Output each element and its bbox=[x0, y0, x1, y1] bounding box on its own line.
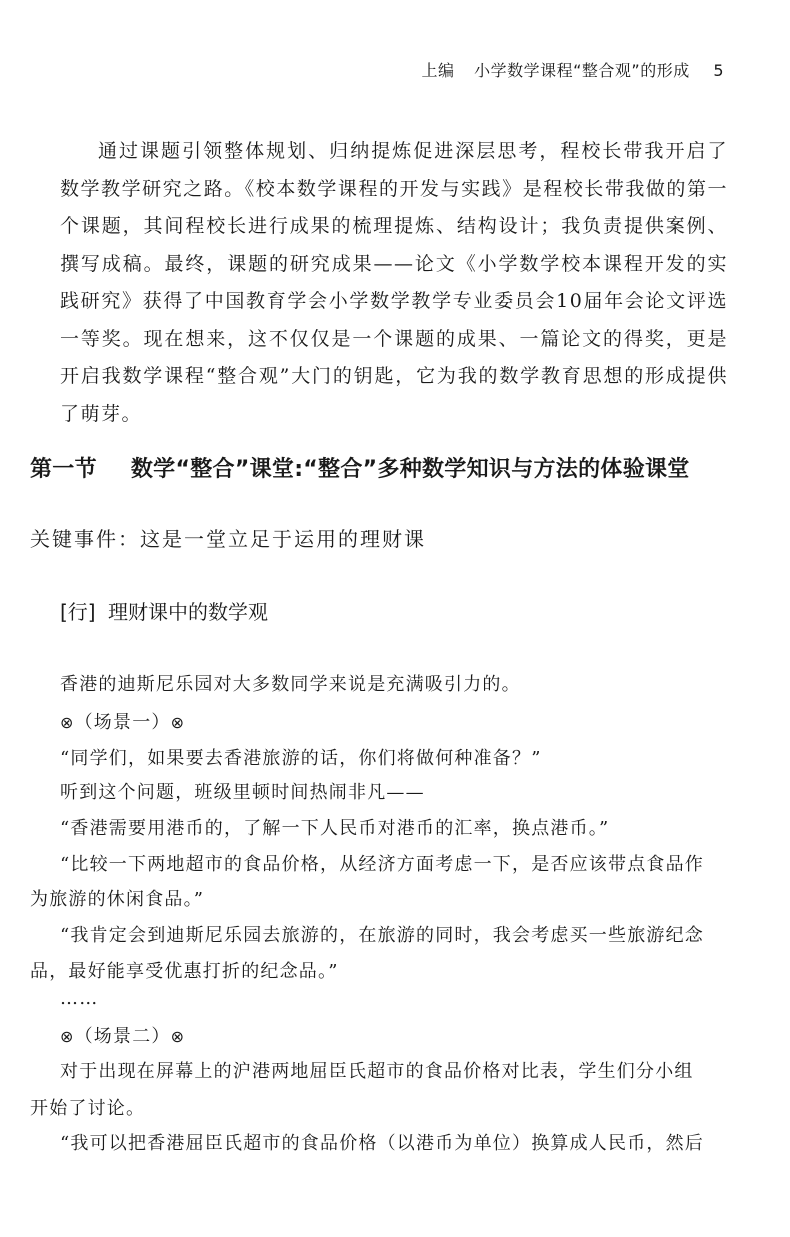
page-number: 5 bbox=[713, 61, 724, 80]
scene-ornament-icon: ⊗ bbox=[170, 713, 186, 732]
body-line: “我可以把香港屈臣氏超市的食品价格（以港币为单位）换算成人民币，然后 bbox=[60, 1133, 704, 1154]
header-chapter-title: 小学数学课程“整合观”的形成 bbox=[474, 61, 690, 80]
scene-label-text: （场景一） bbox=[74, 712, 171, 733]
key-event-heading: 关键事件：这是一堂立足于运用的理财课 bbox=[30, 527, 426, 551]
body-line: 为旅游的休闲食品。” bbox=[30, 889, 205, 910]
running-header bbox=[422, 58, 724, 81]
body-line: “同学们，如果要去香港旅游的话，你们将做何种准备？” bbox=[60, 748, 542, 769]
body-line: “我肯定会到迪斯尼乐园去旅游的，在旅游的同时，我会考虑买一些旅游纪念 bbox=[60, 925, 704, 946]
section-heading bbox=[30, 452, 690, 483]
body-line: 品，最好能享受优惠打折的纪念品。” bbox=[30, 961, 339, 982]
scene-ornament-icon: ⊗ bbox=[60, 1027, 75, 1046]
subsection-title: 理财课中的数学观 bbox=[107, 600, 268, 624]
body-line: “香港需要用港币的，了解一下人民币对港币的汇率，换点港币。” bbox=[60, 818, 610, 839]
intro-paragraph: 通过课题引领整体规划、归纳提炼促进深层思考，程校长带我开启了数学教学研究之路。《校本数学课程的开发与实践》是程校长带我做的第一个课题，其间程校长进行成果的梳理提炼、结构设计；我负责提供案例、撰写成稿。最终，课题的研究成果——论文《小学数学校本课程开发的实践研究》获得了中国教育学会小学数学教学专业委员会10届年会论文评选一等奖。现在想来，这不仅仅是一个课题的成果、一篇论文的得奖，更是开启我数学课程“整合观”大门的钥匙，它为我的数学教育思想的形成提供了萌芽。 bbox=[60, 140, 728, 425]
scene-label-text: （场景二） bbox=[74, 1026, 171, 1047]
body-line: 开始了讨论。 bbox=[30, 1098, 146, 1119]
scene-two-label bbox=[60, 1022, 730, 1048]
ellipsis-line: …… bbox=[60, 988, 99, 1009]
subsection-tag: [行] bbox=[60, 600, 96, 624]
header-part: 上编 bbox=[421, 61, 455, 80]
scene-ornament-icon: ⊗ bbox=[170, 1027, 186, 1046]
body-line: 对于出现在屏幕上的沪港两地屈臣氏超市的食品价格对比表，学生们分小组 bbox=[60, 1061, 694, 1082]
body-line: 听到这个问题，班级里顿时间热闹非凡—— bbox=[60, 782, 425, 803]
section-number: 第一节 bbox=[30, 457, 97, 482]
scene-one-label bbox=[60, 708, 730, 734]
subsection-heading bbox=[60, 596, 268, 625]
section-title: 数学“整合”课堂:“整合”多种数学知识与方法的体验课堂 bbox=[130, 457, 690, 482]
scene-ornament-icon: ⊗ bbox=[60, 713, 75, 732]
body-line: 香港的迪斯尼乐园对大多数同学来说是充满吸引力的。 bbox=[60, 674, 521, 695]
body-line: “比较一下两地超市的食品价格，从经济方面考虑一下，是否应该带点食品作 bbox=[60, 854, 704, 875]
